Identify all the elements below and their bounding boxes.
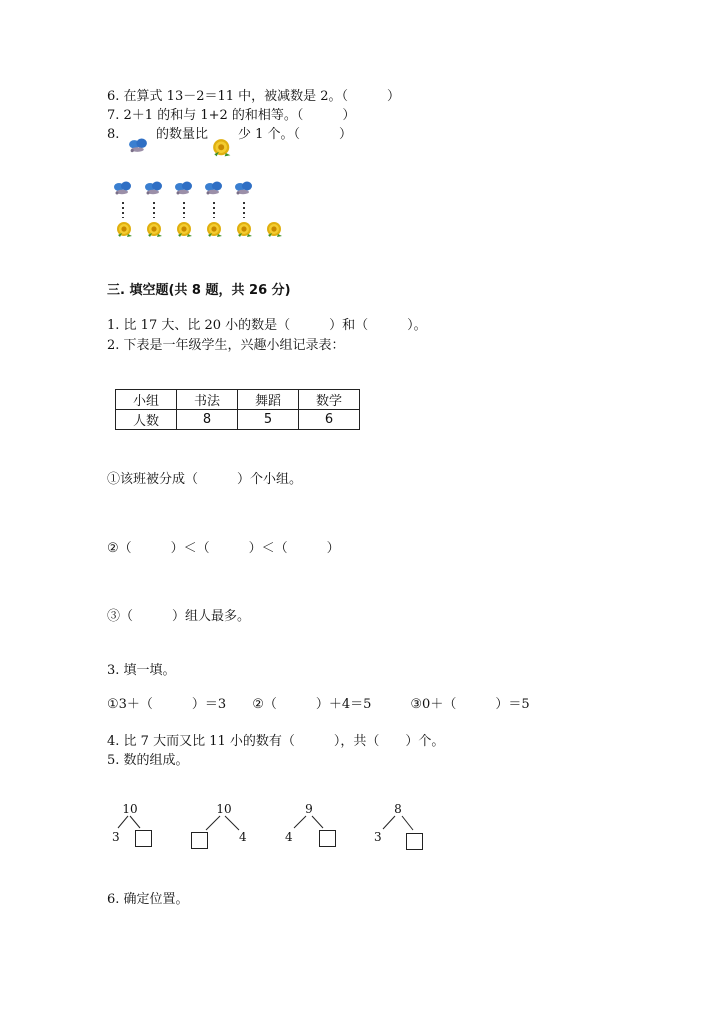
table-row [116,390,360,410]
judge-question-6: 6. 在算式 13－2＝11 中，被减数是 2。（ ） [107,89,401,104]
table-header-cell: 书法 [177,390,238,410]
fill-question-2-sub-1: ①该班被分成（ ）个小组。 [107,472,303,487]
tree-top-number: 10 [122,802,138,816]
butterfly-flower-picture [108,176,290,242]
number-tree-3 [285,802,340,850]
table-cell: 8 [177,410,238,430]
answer-box[interactable] [406,833,423,850]
answer-box[interactable] [191,832,208,849]
answer-box[interactable] [135,830,152,847]
fill-question-5: 5. 数的组成。 [107,753,189,768]
tree-right-number: 4 [239,830,247,844]
fill-question-2-sub-3: ③（ ）组人最多。 [107,609,251,624]
fill-question-1: 1. 比 17 大、比 20 小的数是（ ）和（ ）。 [107,318,427,333]
table-cell: 5 [238,410,299,430]
tree-left-number: 3 [112,830,120,844]
tree-top-number: 9 [305,802,313,816]
number-tree-1 [108,802,158,850]
tree-left-number: 4 [285,830,293,844]
table-header-cell: 小组 [116,390,177,410]
sunflower-icon [212,138,234,160]
interest-group-table [115,389,360,430]
answer-box[interactable] [319,830,336,847]
fill-question-3: 3. 填一填。 [107,663,176,678]
number-tree-4 [373,802,428,852]
table-header-cell: 数学 [299,390,360,410]
judge-question-8-end: 少 1 个。（ ） [238,127,353,142]
fill-question-2-sub-2: ②（ ）＜（ ）＜（ ） [107,541,340,556]
table-row [116,410,360,430]
section-3-title: 三. 填空题(共 8 题，共 26 分) [107,283,291,298]
fill-question-6: 6. 确定位置。 [107,892,189,907]
fill-question-3-items: ①3＋（ ）＝3 ②（ ）＋4＝5 ③0＋（ ）＝5 [107,697,530,712]
judge-question-7: 7. 2＋1 的和与 1+2 的和相等。（ ） [107,108,356,123]
fill-question-2: 2. 下表是一年级学生，兴趣小组记录表： [107,338,345,353]
butterfly-icon [128,138,152,160]
tree-top-number: 10 [216,802,232,816]
judge-question-8-middle: 的数量比 [156,127,209,142]
table-cell: 6 [299,410,360,430]
table-cell: 人数 [116,410,177,430]
fill-question-4: 4. 比 7 大而又比 11 小的数有（ ），共（ ）个。 [107,734,445,749]
tree-top-number: 8 [394,802,402,816]
table-header-cell: 舞蹈 [238,390,299,410]
judge-question-8-number: 8. [107,127,120,142]
number-tree-2 [189,802,249,850]
tree-left-number: 3 [374,830,382,844]
